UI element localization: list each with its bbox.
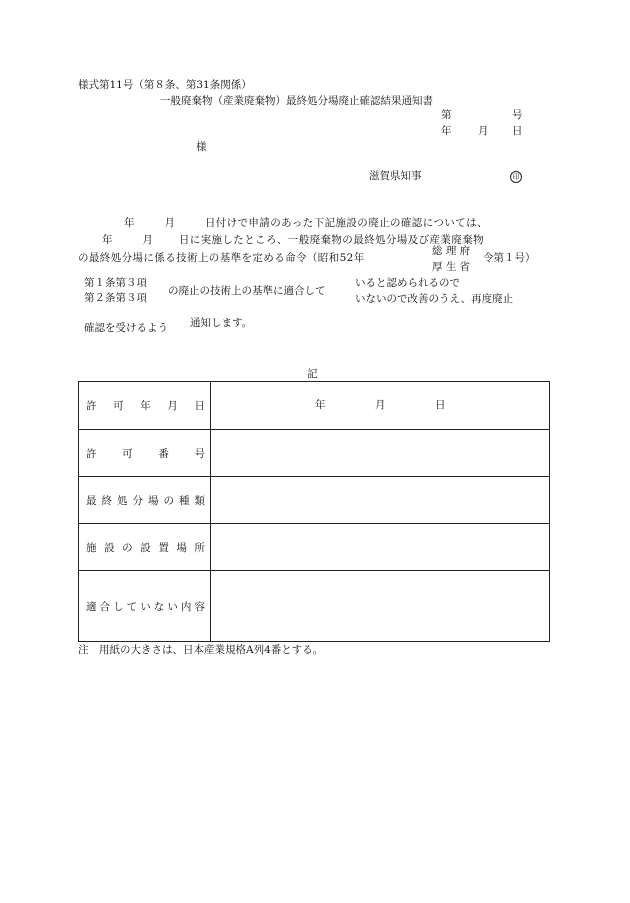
form-number: 様式第11号（第８条、第31条関係） [78,79,252,91]
body-line4-middle: の廃止の技術上の基準に適合して [168,285,326,297]
body-line2-year: 年 [102,234,113,246]
permit-date-field[interactable] [211,382,549,429]
ministry-option-bottom: 厚 生 省 [432,261,471,273]
seal-icon: 印 [510,171,522,183]
number-prefix: 第 [441,109,452,121]
body-line3-tail: 令第１号） [483,252,536,264]
body-line1-year: 年 [124,217,135,229]
clause-option-1: 第１条第３項 [84,277,147,289]
body-line-2 [102,235,484,246]
row-label: 施設の設置場所 [86,542,205,554]
table-row-location [79,523,549,571]
permit-number-field[interactable] [211,430,549,477]
addressee-honorific: 様 [196,141,207,153]
record-mark: 記 [307,368,318,380]
permit-date-day-label: 日 [435,399,446,411]
row-label: 適合していない内容 [86,601,205,613]
document-title: 一般廃棄物（産業廃棄物）最終処分場廃止確認結果通知書 [160,95,433,107]
body-line5-left: 確認を受けるよう [84,322,168,334]
nonconformity-field[interactable] [211,571,549,642]
table-row-facility-type [79,476,549,524]
issuer-name: 滋賀県知事 [369,170,422,182]
body-line1-month: 月 [164,217,176,229]
body-line-1 [124,218,488,229]
facility-type-field[interactable] [211,477,549,524]
body-line3-text: の最終処分場に係る技術上の基準を定める命令（昭和52年 [78,252,365,264]
result-option-2: いないので改善のうえ、再度廃止 [355,293,514,305]
date-year-label: 年 [441,125,452,137]
number-suffix: 号 [512,109,523,121]
body-line2-text: 日に実施したところ、一般廃棄物の最終処分場及び産業廃棄物 [178,234,485,246]
permit-date-year-label: 年 [315,399,326,411]
table-row-permit-number [79,429,549,477]
row-label: 許可番号 [86,448,205,460]
row-label: 許可年月日 [86,400,205,412]
ministry-option-top: 総 理 府 [432,245,471,257]
table-row-permit-date [79,382,549,429]
body-line1-text: 日付けで申請のあった下記施設の廃止の確認については、 [204,217,488,229]
seal-mark [510,171,522,183]
date-day-label: 日 [512,125,523,137]
clause-option-2: 第２条第３項 [84,292,147,304]
date-month-label: 月 [478,125,489,137]
row-label: 最終処分場の種類 [86,495,205,507]
table-row-nonconformity [79,570,549,642]
body-line2-month: 月 [142,234,154,246]
body-line5-right: 通知します。 [190,317,253,329]
details-table [78,381,550,642]
permit-date-month-label: 月 [375,399,386,411]
result-option-1: いると認められるので [355,277,460,289]
location-field[interactable] [211,524,549,571]
footnote: 注 用紙の大きさは、日本産業規格A列4番とする。 [78,644,324,656]
